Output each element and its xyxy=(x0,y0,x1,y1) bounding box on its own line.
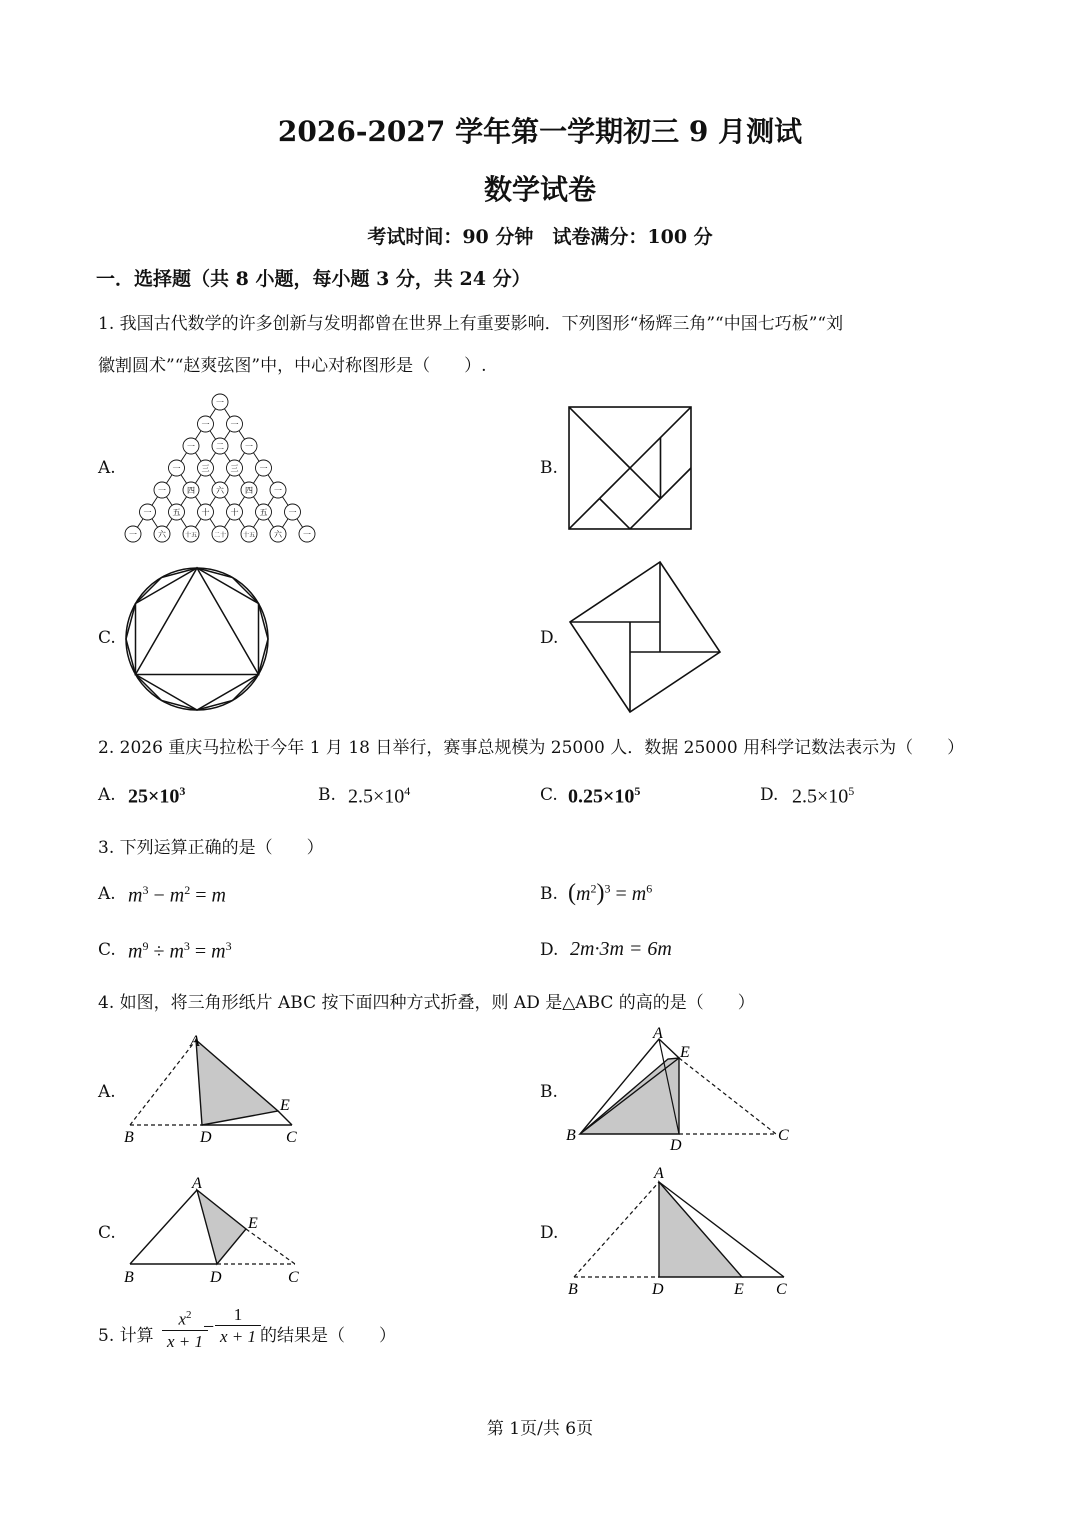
yanghui-node-label: 一 xyxy=(274,486,282,495)
yanghui-triangle-figure xyxy=(120,392,320,542)
q1-line2: 徽割圆术”“赵爽弦图”中，中心对称图形是（ ）. xyxy=(98,356,487,376)
label-e: E xyxy=(734,1281,744,1298)
label-d: D xyxy=(670,1137,682,1154)
q4-option-d-label: D. xyxy=(540,1223,559,1243)
label-b: B xyxy=(124,1129,134,1146)
q5-prefix: 5. 计算 xyxy=(98,1326,154,1346)
q2-option-a-value: $25\times 10^3$ xyxy=(128,784,186,808)
yanghui-node-label: 三 xyxy=(230,464,239,473)
q2-option-c-value: $0.25\times 10^5$ xyxy=(568,784,641,808)
section-heading: 一．选择题（共 8 小题，每小题 3 分，共 24 分） xyxy=(96,268,531,290)
fold-figure-c xyxy=(120,1172,320,1292)
fold-figure-d xyxy=(562,1160,802,1298)
q3-option-b-label: B. xyxy=(540,884,558,904)
yanghui-node-label: 二 xyxy=(216,442,224,451)
page-footer: 第 1页/共 6页 xyxy=(486,1419,594,1439)
page-subtitle: 数学试卷 xyxy=(483,173,596,206)
q5-fraction-1: $x^2$ x + 1 xyxy=(162,1305,208,1353)
yanghui-node-label: 四 xyxy=(187,486,195,495)
yanghui-node-label: 一 xyxy=(201,420,210,429)
yanghui-node-label: 五 xyxy=(259,508,268,517)
q2-option-d-label: D. xyxy=(760,785,779,805)
q2-option-b-label: B. xyxy=(318,785,336,805)
yanghui-node-label: 十 xyxy=(201,508,210,517)
q3-option-a-expr: $m^3 - m^2 = m$ xyxy=(128,883,226,907)
yanghui-node-label: 二十 xyxy=(213,533,227,539)
yanghui-node-label: 一 xyxy=(303,530,311,539)
label-d: D xyxy=(652,1281,664,1298)
yanghui-node-label: 一 xyxy=(230,420,239,429)
yanghui-node-label: 一 xyxy=(158,486,166,495)
q4-option-a-label: A. xyxy=(98,1082,116,1102)
zhaoshuang-figure xyxy=(568,560,724,716)
q1-line1: 1. 我国古代数学的许多创新与发明都曾在世界上有重要影响．下列图形“杨辉三角”“中国七巧板”“刘 xyxy=(98,314,844,334)
exam-info: 考试时间：90 分钟 试卷满分：100 分 xyxy=(367,226,713,248)
q1-option-b-label: B. xyxy=(540,458,558,478)
q2-option-c-label: C. xyxy=(540,785,558,805)
q5-fraction-2: 1 x + 1 xyxy=(215,1305,261,1348)
yanghui-node-label: 五 xyxy=(172,508,181,517)
label-c: C xyxy=(286,1129,297,1146)
q4-option-c-label: C. xyxy=(98,1223,116,1243)
yanghui-node-label: 十五 xyxy=(242,533,256,539)
q3-option-d-label: D. xyxy=(540,940,559,960)
q4-stem: 4. 如图，将三角形纸片 ABC 按下面四种方式折叠，则 AD 是△ABC 的高的是（ ） xyxy=(98,993,755,1013)
label-a: A xyxy=(190,1033,200,1050)
fold-figure-a xyxy=(120,1030,320,1150)
yanghui-node-label: 四 xyxy=(245,486,253,495)
label-a: A xyxy=(654,1165,664,1182)
tangram-figure xyxy=(568,406,692,530)
yanghui-node-label: 六 xyxy=(158,530,166,539)
q2-option-a-label: A. xyxy=(98,785,116,805)
label-e: E xyxy=(280,1097,290,1114)
label-b: B xyxy=(568,1281,578,1298)
yanghui-node-label: 一 xyxy=(245,442,253,451)
fold-figure-b xyxy=(562,1022,802,1152)
yanghui-node-label: 一 xyxy=(288,508,297,517)
label-a: A xyxy=(653,1025,663,1042)
label-c: C xyxy=(776,1281,787,1298)
q3-option-b-expr: $(m^2)^3 = m^6$ xyxy=(568,880,653,906)
yanghui-node-label: 六 xyxy=(274,530,282,539)
yanghui-node-label: 一 xyxy=(216,398,224,407)
yanghui-node-label: 三 xyxy=(201,464,210,473)
label-e: E xyxy=(248,1215,258,1232)
q3-option-d-expr: 2m·3m = 6m xyxy=(570,938,672,960)
label-b: B xyxy=(566,1127,576,1144)
label-c: C xyxy=(778,1127,789,1144)
q1-option-a-label: A. xyxy=(98,458,116,478)
label-e: E xyxy=(680,1044,690,1061)
label-d: D xyxy=(200,1129,212,1146)
q1-option-d-label: D. xyxy=(540,628,559,648)
yanghui-node-label: 十五 xyxy=(184,533,198,539)
yanghui-node-label: 一 xyxy=(187,442,195,451)
q3-option-c-expr: $m^9 \div m^3 = m^3$ xyxy=(128,939,232,963)
liuhui-circle-figure xyxy=(124,566,270,712)
yanghui-node-label: 十 xyxy=(230,508,239,517)
yanghui-node-label: 一 xyxy=(259,464,268,473)
q4-option-b-label: B. xyxy=(540,1082,558,1102)
q3-option-c-label: C. xyxy=(98,940,116,960)
q2-stem: 2. 2026 重庆马拉松于今年 1 月 18 日举行，赛事总规模为 25000 人．数据 25000 用科学记数法表示为（ ） xyxy=(98,738,965,758)
yanghui-node-label: 一 xyxy=(143,508,152,517)
q2-option-b-value: $2.5\times 10^4$ xyxy=(348,784,411,808)
label-d: D xyxy=(210,1269,222,1286)
q3-stem: 3. 下列运算正确的是（ ） xyxy=(98,838,324,858)
label-b: B xyxy=(124,1269,134,1286)
q3-option-a-label: A. xyxy=(98,884,116,904)
q5-minus-sign: − xyxy=(203,1316,215,1338)
q1-option-c-label: C. xyxy=(98,628,116,648)
page-title: 2026-2027 学年第一学期初三 9 月测试 xyxy=(277,115,803,148)
q5-suffix: 的结果是（ ） xyxy=(260,1326,396,1346)
yanghui-node-label: 一 xyxy=(129,530,137,539)
q2-option-d-value: $2.5\times 10^5$ xyxy=(792,784,855,808)
label-c: C xyxy=(288,1269,299,1286)
yanghui-node-label: 六 xyxy=(216,486,224,495)
label-a: A xyxy=(192,1175,202,1192)
yanghui-node-label: 一 xyxy=(172,464,181,473)
